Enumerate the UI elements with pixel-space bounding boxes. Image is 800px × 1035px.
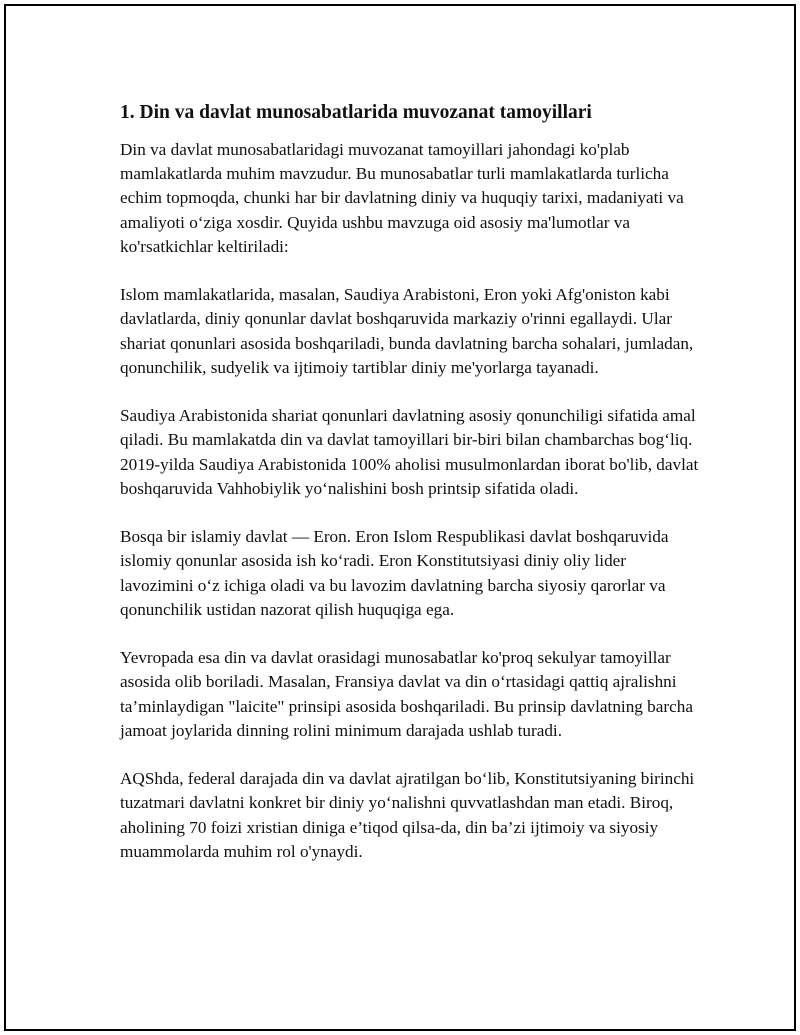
paragraph-intro: Din va davlat munosabatlaridagi muvozanat tamoyillari jahondagi ko'plab mamlakatlarda muhim mavzudur. Bu munosabatlar turli mamlakatlarda turlicha echim topmoqda, chunki har bir davlatning diniy va huquqiy tarixi, madaniyati va amaliyoti o‘ziga xosdir. Quyida ushbu mavzuga oid asosiy ma'lumotlar va ko'rsatkichlar keltiriladi: [120, 140, 684, 256]
paragraph-iran: Bosqa bir islamiy davlat — Eron. Eron Islom Respublikasi davlat boshqaruvida islomiy qonunlar asosida ish ko‘radi. Eron Konstitutsiyasi diniy oliy lider lavozimini o‘z ichiga oladi va bu lavozim davlatning barcha siyosiy qarorlar va qonunchilik ustidan nazorat qilish huquqiga ega. [120, 527, 669, 619]
paragraph-saudi-arabia: Saudiya Arabistonida shariat qonunlari davlatning asosiy qonunchiligi sifatida amal qiladi. Bu mamlakatda din va davlat tamoyillari bir-biri bilan chambarchas bog‘liq. 2019-yilda Saudiya Arabistonida 100% aholisi musulmonlardan iborat bo'lib, davlat boshqaruvida Vahhobiylik yo‘nalishini bosh printsip sifatida oladi. [120, 406, 699, 498]
page-frame [4, 4, 796, 1031]
document-body [120, 100, 700, 888]
paragraph-europe: Yevropada esa din va davlat orasidagi munosabatlar ko'proq sekulyar tamoyillar asosida olib boriladi. Masalan, Fransiya davlat va din o‘rtasidagi qattiq ajralishni ta’minlaydigan "laicite" prinsipi asosida boshqariladi. Bu prinsip davlatning barcha jamoat joylarida dinning rolini minimum darajada ushlab turadi. [120, 648, 693, 740]
paragraph-islamic-countries: Islom mamlakatlarida, masalan, Saudiya Arabistoni, Eron yoki Afg'oniston kabi davlatlarda, diniy qonunlar davlat boshqaruvida markaziy o'rinni egallaydi. Ular shariat qonunlari asosida boshqariladi, bunda davlatning barcha sohalari, jumladan, qonunchilik, sudyelik va ijtimoiy tartiblar diniy me'yorlarga tayanadi. [120, 285, 694, 377]
paragraph-usa: AQShda, federal darajada din va davlat ajratilgan bo‘lib, Konstitutsiyaning birinchi tuzatmari davlatni konkret bir diniy yo‘nalishni quvvatlashdan man etadi. Biroq, aholining 70 foizi xristian diniga e’tiqod qilsa-da, din ba’zi ijtimoiy va siyosiy muammolarda muhim rol o'ynaydi. [120, 769, 695, 861]
section-heading: 1. Din va davlat munosabatlarida muvozanat tamoyillari [120, 102, 592, 123]
